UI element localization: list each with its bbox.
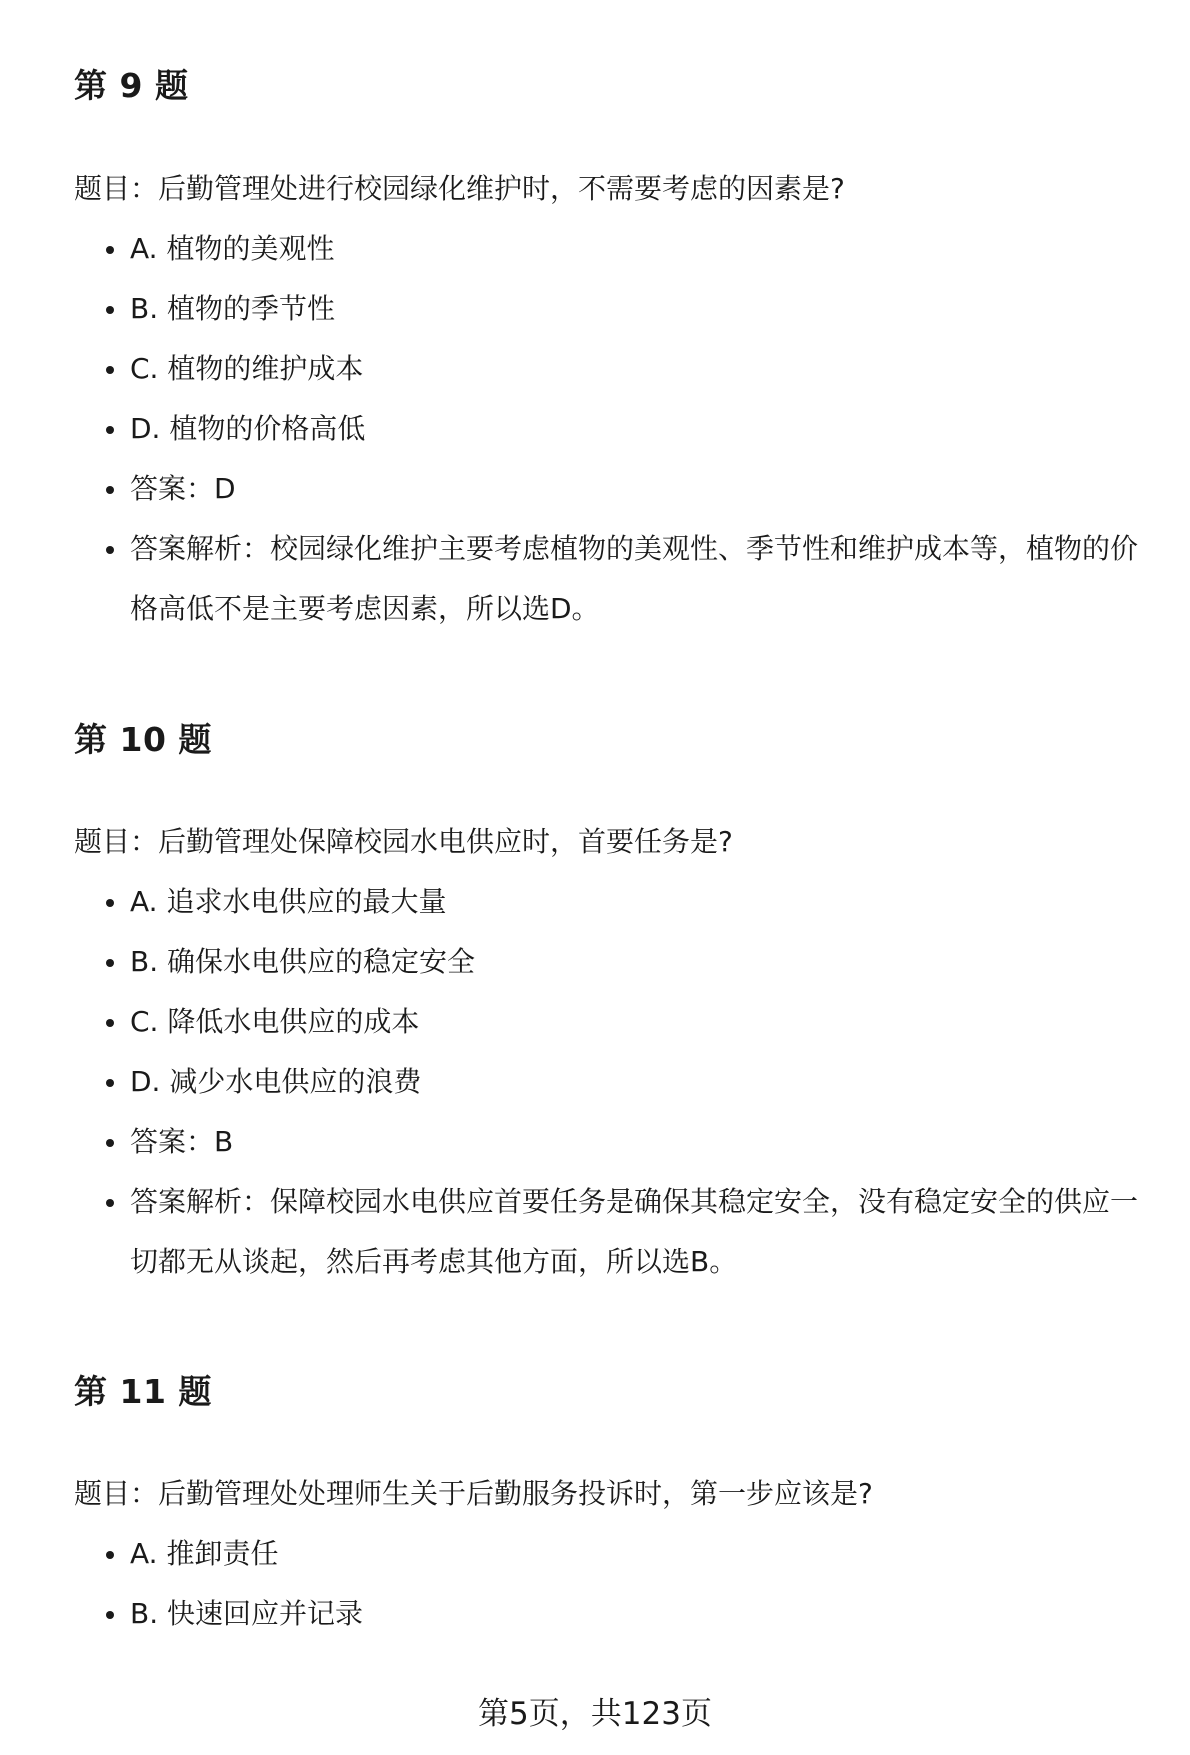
option-a: A. 植物的美观性 bbox=[74, 229, 1164, 269]
page-number: 第5页，共123页 bbox=[478, 1696, 712, 1732]
answer: 答案：B bbox=[74, 1122, 1164, 1162]
option-d: D. 减少水电供应的浪费 bbox=[74, 1062, 1164, 1102]
option-c: C. 植物的维护成本 bbox=[74, 349, 1164, 389]
option-list bbox=[74, 1534, 1164, 1654]
question-stem: 题目：后勤管理处保障校园水电供应时，首要任务是? bbox=[74, 825, 733, 858]
answer: 答案：D bbox=[74, 469, 1164, 509]
question-10 bbox=[74, 718, 1164, 1278]
option-b: B. 植物的季节性 bbox=[74, 289, 1164, 329]
question-stem: 题目：后勤管理处进行校园绿化维护时，不需要考虑的因素是? bbox=[74, 172, 845, 205]
option-list bbox=[74, 229, 1164, 659]
option-a: A. 推卸责任 bbox=[74, 1534, 1164, 1574]
question-stem: 题目：后勤管理处处理师生关于后勤服务投诉时，第一步应该是? bbox=[74, 1477, 873, 1510]
question-title: 第 11 题 bbox=[74, 1372, 212, 1411]
option-c: C. 降低水电供应的成本 bbox=[74, 1002, 1164, 1042]
option-b: B. 确保水电供应的稳定安全 bbox=[74, 942, 1164, 982]
question-9 bbox=[74, 64, 1164, 625]
question-title: 第 10 题 bbox=[74, 720, 212, 759]
option-a: A. 追求水电供应的最大量 bbox=[74, 882, 1164, 922]
option-d: D. 植物的价格高低 bbox=[74, 409, 1164, 449]
answer-analysis: 答案解析：校园绿化维护主要考虑植物的美观性、季节性和维护成本等，植物的价格高低不是主要考虑因素，所以选D。 bbox=[74, 519, 1164, 639]
answer-analysis: 答案解析：保障校园水电供应首要任务是确保其稳定安全，没有稳定安全的供应一切都无从谈起，然后再考虑其他方面，所以选B。 bbox=[74, 1172, 1164, 1292]
question-11 bbox=[74, 1370, 1164, 1630]
option-b: B. 快速回应并记录 bbox=[74, 1594, 1164, 1634]
option-list bbox=[74, 882, 1164, 1312]
question-title: 第 9 题 bbox=[74, 66, 189, 105]
